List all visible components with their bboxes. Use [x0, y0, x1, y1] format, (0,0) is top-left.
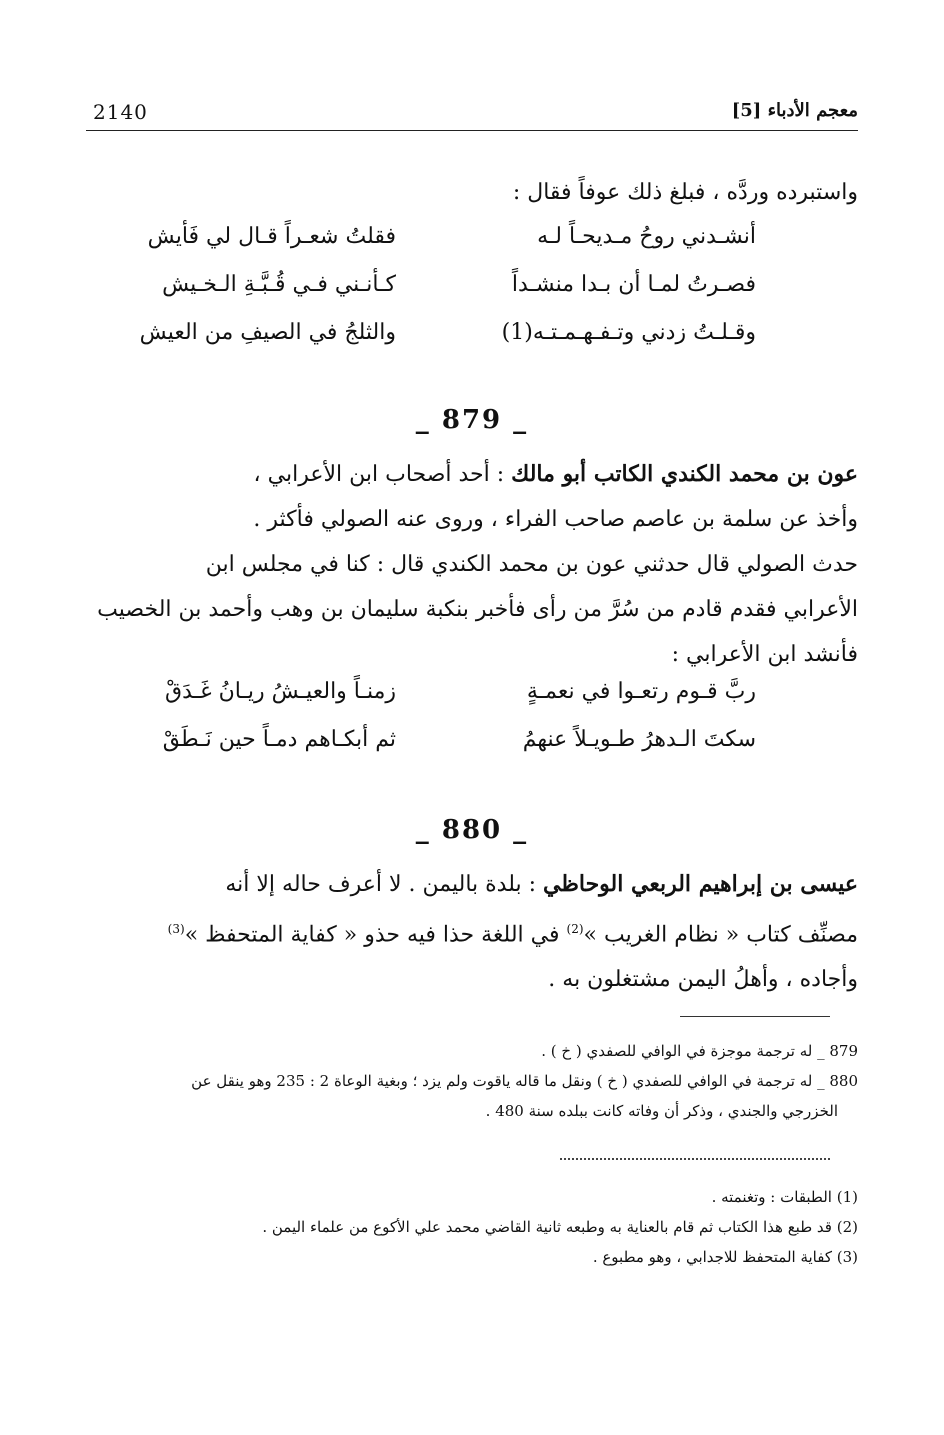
entry-879-text [86, 452, 858, 677]
footnote-ref-3: (3) [167, 922, 185, 936]
header-rule [86, 130, 858, 131]
source-note: الخزرجي والجندي ، وذكر أن وفاته كانت ببلده سنة 480 . [485, 1102, 838, 1120]
verse-line [86, 260, 858, 308]
entry-879-line-4: الأعرابي فقدم قادم من سُرَّ من رأى فأخبر بنكبة سليمان بن وهب وأحمد بن الخصيب [97, 597, 858, 622]
hemistich-first: أنشـدني روحُ مـديحـاً لـه [537, 223, 756, 249]
entry-880-line-2-part-b: في اللغة حذا فيه حذو « كفاية المتحفظ » [184, 922, 567, 948]
poem-2 [86, 667, 858, 763]
hemistich-first: سكتَ الـدهرُ طـويـلاً عنهمُ [522, 726, 756, 752]
source-note: 880 _ له ترجمة في الوافي للصفدي ( خ ) ونقل ما قاله ياقوت ولم يزد ؛ وبغية الوعاة 2 : 235 وهو ينقل عن [191, 1072, 858, 1090]
sources-block [86, 1036, 858, 1126]
hemistich-second: ثم أبكـاهم دمـاً حين نَـطَقْ [162, 726, 396, 752]
intro-line: واستبرده وردَّه ، فبلغ ذلك عوفاً فقال : [512, 180, 858, 205]
verse-line [86, 308, 858, 356]
running-title: معجم الأدباء [5] [731, 100, 858, 121]
footnote: (1) الطبقات : وتغنمته . [711, 1188, 858, 1206]
entry-880-line-2-part-a: مصنِّف كتاب « نظام الغريب » [583, 922, 858, 948]
hemistich-second: كـأنـني فـي قُـبَّـةِ الـخـيش [162, 271, 396, 297]
entry-879-line-5: فأنشد ابن الأعرابي : [671, 642, 858, 667]
footnotes-separator [560, 1158, 830, 1160]
entry-879-line-1-rest: : أحد أصحاب ابن الأعرابي ، [253, 462, 512, 487]
entry-879-line-3: حدث الصولي قال حدثني عون بن محمد الكندي قال : كنا في مجلس ابن [205, 552, 858, 577]
entry-880-name: عيسى بن إبراهيم الربعي الوحاظي [543, 871, 858, 897]
source-note: 879 _ له ترجمة موجزة في الوافي للصفدي ( خ ) . [541, 1042, 858, 1060]
entry-879-line-1 [86, 452, 858, 497]
footnote-ref-2: (2) [566, 922, 584, 936]
hemistich-second: والثلجُ في الصيفِ من العيش [139, 319, 396, 345]
hemistich-first: ربَّ قـوم رتعـوا في نعمـةٍ [526, 678, 756, 704]
entry-880-line-1 [86, 862, 858, 907]
entry-880-line-2 [86, 907, 858, 957]
entry-880-line-3: وأجاده ، وأهلُ اليمن مشتغلون به . [548, 967, 858, 993]
verse-line [86, 667, 858, 715]
entry-879-name: عون بن محمد الكندي الكاتب أبو مالك [511, 461, 858, 487]
entry-number-880: _ 880 _ [415, 815, 529, 845]
page-number: 2140 [93, 100, 148, 124]
entry-879-line-2: وأخذ عن سلمة بن عاصم صاحب الفراء ، وروى عنه الصولي فأكثر . [253, 507, 858, 532]
hemistich-second: زمنـاً والعيـشُ ريـانُ غَـدَقْ [165, 678, 396, 704]
footnotes-block [86, 1182, 858, 1272]
poem-1 [86, 212, 858, 356]
entry-880-line-1-rest: : بلدة باليمن . لا أعرف حاله إلا أنه [225, 872, 544, 897]
verse-line [86, 212, 858, 260]
entry-880-text [86, 862, 858, 1002]
sources-separator [680, 1016, 830, 1017]
footnote: (3) كفاية المتحفظ للاجدابي ، وهو مطبوع . [592, 1248, 858, 1266]
footnote: (2) قد طبع هذا الكتاب ثم قام بالعناية به وطبعه ثانية القاضي محمد علي الأكوع من علماء اليمن . [262, 1218, 858, 1236]
hemistich-first: وقـلـتُ زدني وتـفـهـمـتـه(1) [501, 319, 756, 345]
verse-line [86, 715, 858, 763]
hemistich-second: فقلتُ شعـراً قـال لي فَأيش [147, 223, 396, 249]
entry-number-879: _ 879 _ [415, 405, 529, 435]
hemistich-first: فصـرتُ لمـا أن بـدا منشـداً [511, 271, 756, 297]
